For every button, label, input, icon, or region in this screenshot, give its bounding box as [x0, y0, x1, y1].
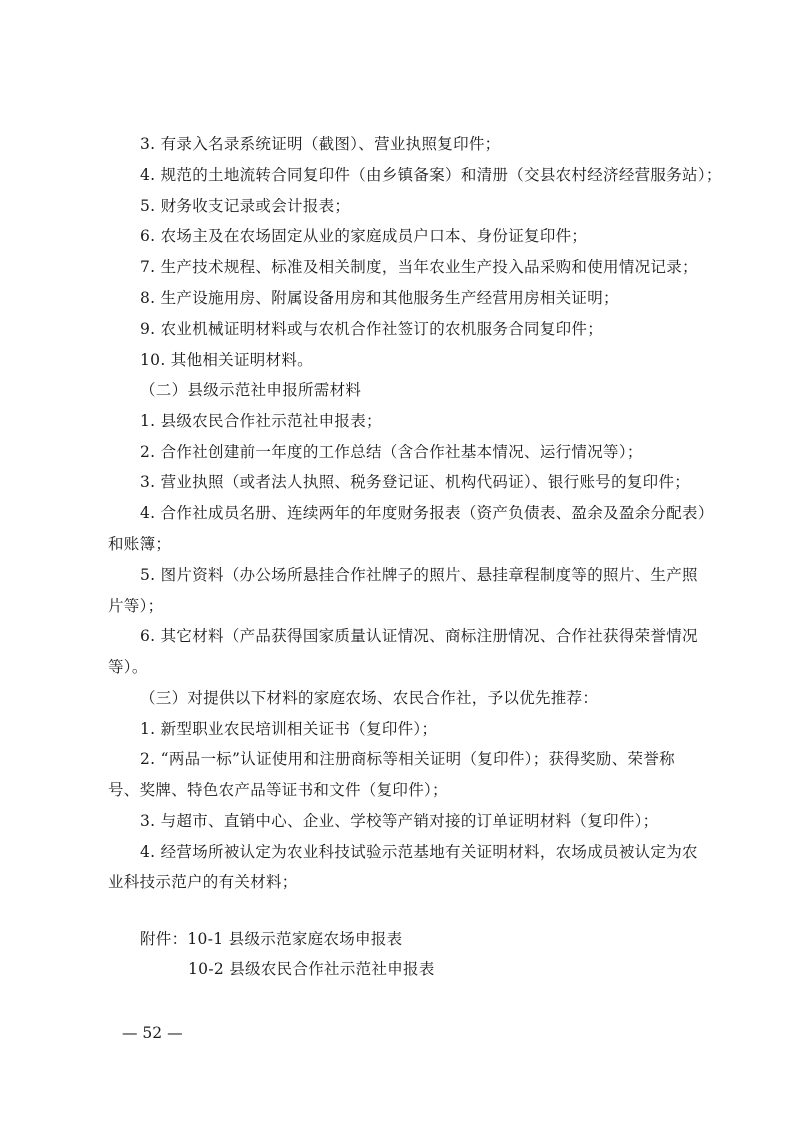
list-item: 7. 生产技术规程、标准及相关制度，当年农业生产投入品采购和使用情况记录；: [140, 258, 698, 276]
list-item: 8. 生产设施用房、附属设备用房和其他服务生产经营用房相关证明；: [140, 289, 619, 307]
list-item: 2. “两品一标”认证使用和注册商标等相关证明（复印件）；获得奖励、荣誉称: [140, 750, 675, 768]
list-item: 6. 其它材料（产品获得国家质量认证情况、商标注册情况、合作社获得荣誉情况: [140, 627, 698, 645]
list-item-continuation: 等）。: [108, 658, 148, 676]
list-item: 2. 合作社创建前一年度的工作总结（含合作社基本情况、运行情况等）；: [140, 443, 643, 461]
list-item: 9. 农业机械证明材料或与农机合作社签订的农机服务合同复印件；: [140, 320, 604, 338]
list-item: 4. 规范的土地流转合同复印件（由乡镇备案）和清册（交县农村经济经营服务站）；: [140, 166, 722, 184]
list-item-continuation: 和账簿；: [108, 535, 172, 553]
list-item: 5. 财务收支记录或会计报表；: [140, 197, 351, 215]
list-item-continuation: 号、奖牌、特色农产品等证书和文件（复印件）；: [108, 781, 448, 799]
page-number: — 52 —: [122, 1024, 183, 1042]
list-item-continuation: 业科技示范户的有关材料；: [108, 873, 298, 891]
list-item: 4. 合作社成员名册、连续两年的年度财务报表（资产负债表、盈余及盈余分配表）: [140, 504, 714, 522]
list-item: 6. 农场主及在农场固定从业的家庭成员户口本、身份证复印件；: [140, 227, 588, 245]
list-item: 3. 与超市、直销中心、企业、学校等产销对接的订单证明材料（复印件）；: [140, 812, 659, 830]
list-item: 5. 图片资料（办公场所悬挂合作社牌子的照片、悬挂章程制度等的照片、生产照: [140, 566, 698, 584]
list-item: 3. 有录入名录系统证明（截图）、营业执照复印件；: [140, 135, 501, 153]
list-item-continuation: 片等）；: [108, 597, 164, 615]
attachment-line: 附件：10-1 县级示范家庭农场申报表: [140, 930, 403, 948]
list-item: 1. 县级农民合作社示范社申报表；: [140, 412, 382, 430]
list-item: 10. 其他相关证明材料。: [140, 351, 313, 369]
section-heading: （三）对提供以下材料的家庭农场、农民合作社，予以优先推荐：: [140, 689, 599, 707]
list-item: 4. 经营场所被认定为农业科技试验示范基地有关证明材料，农场成员被认定为农: [140, 843, 698, 861]
list-item: 3. 营业执照（或者法人执照、税务登记证、机构代码证）、银行账号的复印件；: [140, 473, 691, 491]
list-item: 1. 新型职业农民培训相关证书（复印件）；: [140, 720, 438, 738]
attachment-line: 10-2 县级农民合作社示范社申报表: [188, 960, 435, 978]
section-heading: （二）县级示范社申报所需材料: [140, 381, 362, 399]
